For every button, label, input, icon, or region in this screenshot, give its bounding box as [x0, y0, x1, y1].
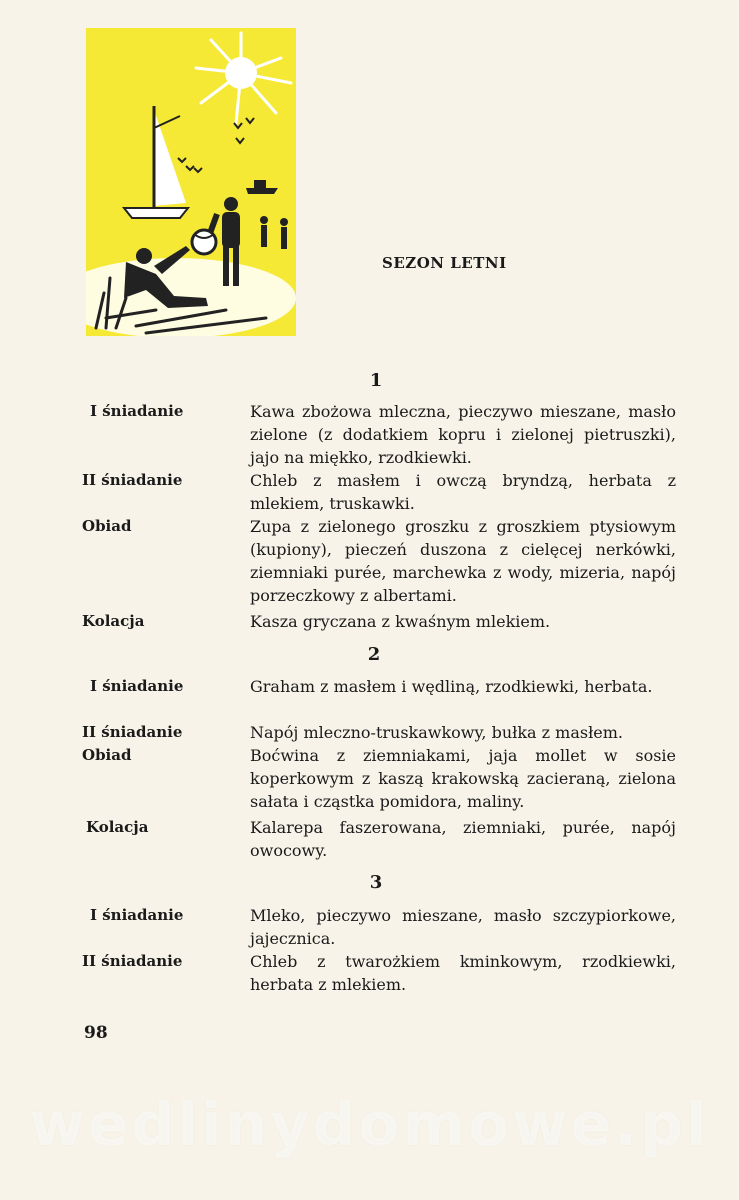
meal-label: I śniadanie: [90, 906, 184, 924]
meal-text: Kalarepa faszerowana, ziemniaki, purée, napój owocowy.: [250, 818, 676, 860]
day-number: 2: [367, 644, 381, 665]
meal-label: II śniadanie: [82, 952, 183, 970]
meal-text: Kawa zbożowa mleczna, pieczywo mieszane, masło zielone (z dodatkiem kopru i zielonej pietruszki), jajo na miękko, rzodkiewki.: [250, 402, 676, 467]
meal-label: Kolacja: [82, 612, 145, 630]
summer-beach-illustration: [86, 28, 296, 336]
meal-text: Chleb z twarożkiem kminkowym, rzodkiewki, herbata z mlekiem.: [250, 952, 676, 994]
meal-label: I śniadanie: [90, 402, 184, 420]
meal-text: Mleko, pieczywo mieszane, masło szczypiorkowe, jajecznica.: [250, 906, 676, 948]
meal-text: Graham z masłem i wędliną, rzodkiewki, herbata.: [250, 677, 653, 696]
meal-text: Boćwina z ziemniakami, jaja mollet w sosie koperkowym z kaszą krakowską zacieraną, zielona sałata i cząstka pomidora, maliny.: [250, 746, 676, 811]
meal-label: I śniadanie: [90, 677, 184, 695]
meal-label: II śniadanie: [82, 471, 183, 489]
meal-label: Obiad: [82, 746, 132, 764]
day-number: 3: [369, 872, 383, 893]
meal-text: Kasza gryczana z kwaśnym mlekiem.: [250, 612, 551, 631]
meal-label: Kolacja: [86, 818, 149, 836]
day-number: 1: [369, 370, 383, 391]
page-number: 98: [84, 1023, 108, 1043]
meal-label: II śniadanie: [82, 723, 183, 741]
meal-text: Chleb z masłem i owczą bryndzą, herbata z mlekiem, truskawki.: [250, 471, 676, 513]
meal-text: Zupa z zielonego groszku z groszkiem ptysiowym (kupiony), pieczeń duszona z cielęcej nerkówki, ziemniaki purée, marchewka z wody, mizeria, napój porzeczkowy z albertami.: [250, 517, 676, 605]
meal-label: Obiad: [82, 517, 132, 535]
meal-text: Napój mleczno-truskawkowy, bułka z masłem.: [250, 723, 623, 742]
section-title: SEZON LETNI: [382, 254, 507, 272]
watermark: wedlinydomowe.pl: [29, 1090, 710, 1160]
